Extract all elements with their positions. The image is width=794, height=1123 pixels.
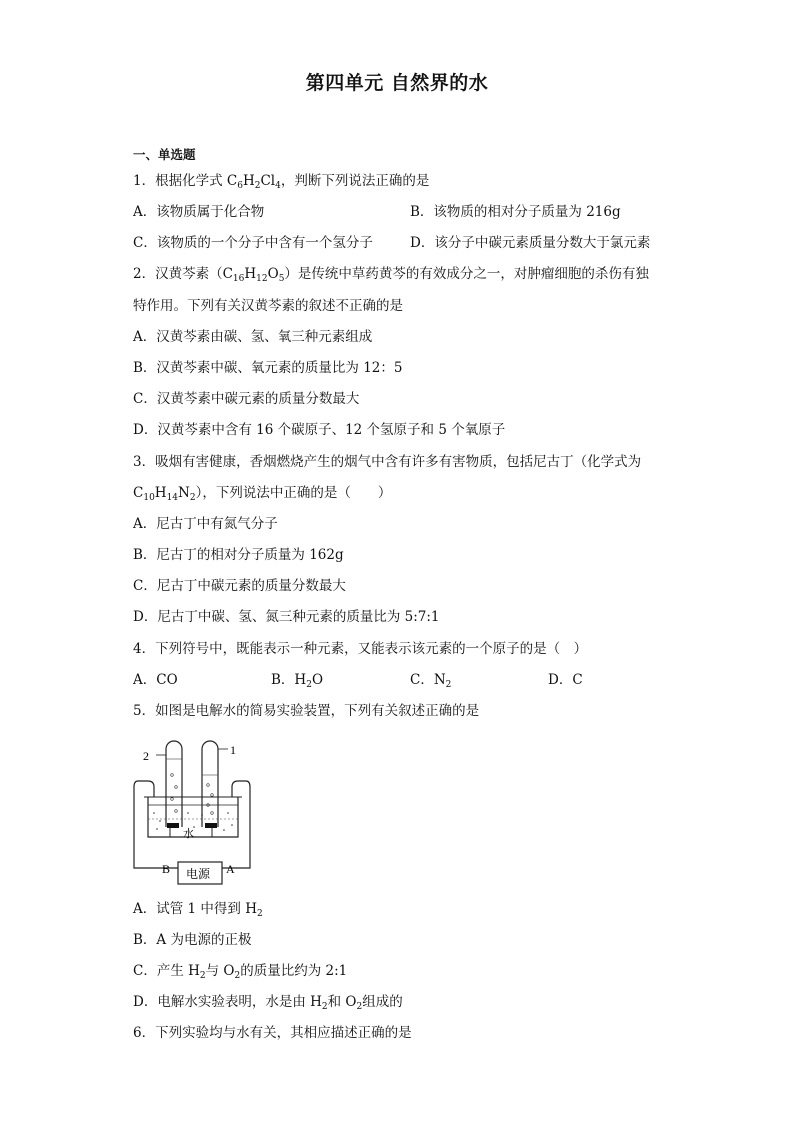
q3-option-c: C．尼古丁中碳元素的质量分数最大 bbox=[133, 578, 346, 594]
q5-option-b: B．A 为电源的正极 bbox=[133, 932, 252, 948]
q2-option-c: C．汉黄芩素中碳元素的质量分数最大 bbox=[133, 391, 360, 407]
q4-option-b: B．$H_2O$ bbox=[271, 672, 324, 690]
q1-option-c: C．该物质的一个分子中含有一个氢分子 bbox=[133, 235, 373, 251]
q4-option-d: D．C bbox=[548, 672, 583, 688]
q5-option-a: A．试管 1 中得到 $H_2$ bbox=[133, 901, 263, 919]
test-tube-1 bbox=[202, 741, 218, 827]
label-1: 1 bbox=[230, 743, 236, 757]
q1-option-b: B．该物质的相对分子质量为 216g bbox=[410, 204, 621, 220]
q3-option-d: D．尼古丁中碳、氢、氮三种元素的质量比为 5:7:1 bbox=[133, 609, 440, 625]
terminal-a-label: A bbox=[226, 862, 235, 876]
q5-option-d: D．电解水实验表明，水是由 $H_2$和 $O_2$组成的 bbox=[133, 994, 403, 1012]
section-heading: 一、单选题 bbox=[133, 147, 196, 162]
q1-option-d: D．该分子中碳元素质量分数大于氯元素 bbox=[410, 235, 651, 251]
q4-option-c: C．$N_2$ bbox=[410, 672, 452, 690]
q2-stem-line2: 特作用。下列有关汉黄芩素的叙述不正确的是 bbox=[133, 298, 403, 314]
label-2: 2 bbox=[143, 749, 149, 763]
wire-a bbox=[222, 781, 250, 868]
q1-stem: 1．根据化学式 $C_6H_2Cl_4$，判断下列说法正确的是 bbox=[133, 173, 430, 191]
q3-stem-line1: 3．吸烟有害健康，香烟燃烧产生的烟气中含有许多有害物质，包括尼古丁（化学式为 bbox=[133, 454, 642, 470]
q3-option-b: B．尼古丁的相对分子质量为 162g bbox=[133, 547, 344, 563]
q3-stem-line2: $C_{10}H_{14}N_2$），下列说法中正确的是（ ） bbox=[133, 485, 392, 503]
q5-stem: 5．如图是电解水的简易实验装置，下列有关叙述正确的是 bbox=[133, 703, 480, 719]
q1-option-a: A．该物质属于化合物 bbox=[133, 204, 265, 220]
q4-stem: 4．下列符号中，既能表示一种元素，又能表示该元素的一个原子的是（ ） bbox=[133, 641, 588, 657]
q2-option-d: D．汉黄芩素中含有 16 个碳原子、12 个氢原子和 5 个氧原子 bbox=[133, 422, 506, 438]
q6-stem: 6．下列实验均与水有关，其相应描述正确的是 bbox=[133, 1025, 412, 1041]
q5-option-c: C．产生 $H_2$与 $O_2$的质量比约为 2:1 bbox=[133, 963, 348, 981]
q3-option-a: A．尼古丁中有氮气分子 bbox=[133, 516, 278, 532]
q4-option-a: A．CO bbox=[133, 672, 178, 688]
power-label: 电源 bbox=[186, 867, 211, 881]
electrolysis-apparatus-figure bbox=[130, 735, 260, 890]
q2-option-a: A．汉黄芩素由碳、氢、氧三种元素组成 bbox=[133, 329, 373, 345]
q2-stem-line1: 2．汉黄芩素$(C_{16}H_{12}O_5)$是传统中草药黄芩的有效成分之一，对肿瘤细胞的杀伤有独 bbox=[133, 266, 649, 284]
q2-option-b: B．汉黄芩素中碳、氧元素的质量比为 12：5 bbox=[133, 360, 403, 376]
page-title: 第四单元 自然界的水 bbox=[305, 72, 489, 94]
test-tube-2 bbox=[166, 741, 182, 827]
terminal-b-label: B bbox=[162, 862, 171, 876]
water-label: 水 bbox=[183, 827, 194, 840]
